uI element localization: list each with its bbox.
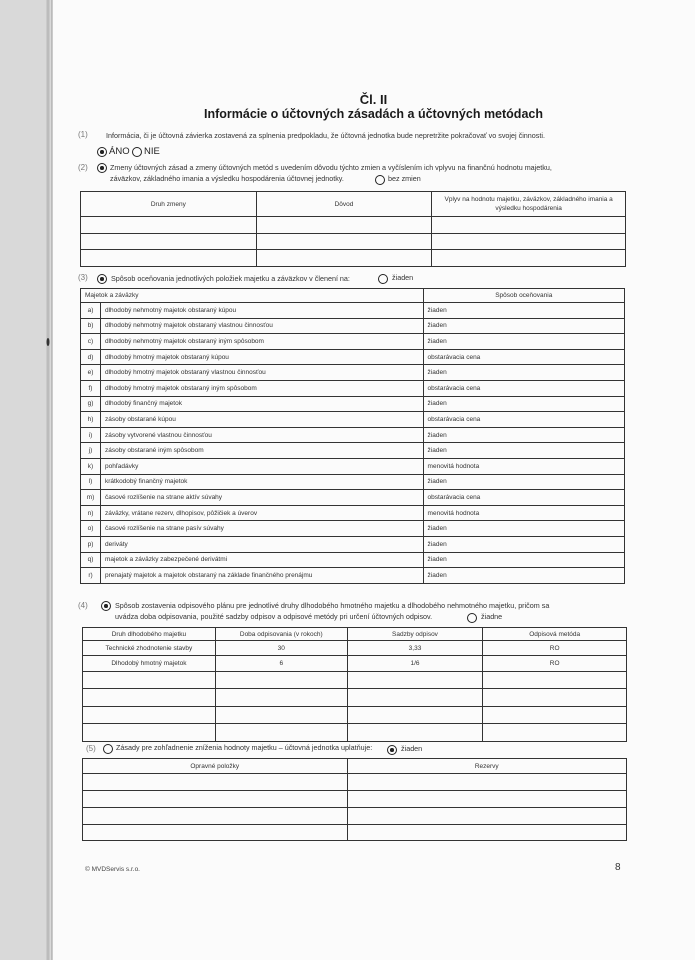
row-letter: i)	[81, 427, 101, 443]
table-row	[81, 552, 625, 568]
table-row	[81, 250, 626, 267]
dep-rate: 3,33	[347, 641, 483, 656]
table-row	[83, 774, 627, 791]
row-method: žiaden	[423, 365, 624, 381]
section1-number: (1)	[78, 130, 88, 139]
row-method: žiaden	[423, 303, 624, 319]
table-row	[81, 412, 625, 428]
section3-number: (3)	[78, 273, 88, 282]
radio-nie[interactable]	[132, 147, 142, 157]
table-row	[83, 724, 627, 742]
row-item: dlhodobý hmotný majetok obstaraný iným spôsobom	[100, 380, 423, 396]
dep-rate: 1/6	[347, 656, 483, 672]
row-item: prenajatý majetok a majetok obstaraný na základe finančného prenájmu	[100, 568, 423, 584]
row-letter: f)	[81, 380, 101, 396]
col-metoda: Odpisová metóda	[483, 628, 627, 641]
valuation-table	[80, 288, 625, 584]
row-item: zásoby obstarané kúpou	[100, 412, 423, 428]
row-method: žiaden	[423, 568, 624, 584]
row-method: obstarávacia cena	[423, 490, 624, 506]
row-item: dlhodobý hmotný majetok obstaraný vlastnou činnosťou	[100, 365, 423, 381]
col-vplyv: Vplyv na hodnotu majetku, záväzkov, základného imania a výsledku hospodárenia	[432, 192, 626, 217]
table-row	[83, 672, 627, 689]
col-druh-majetku: Druh dlhodobého majetku	[83, 628, 216, 641]
row-method: žiaden	[423, 318, 624, 334]
table-row	[83, 689, 627, 707]
section5-number: (5)	[86, 744, 96, 753]
row-letter: k)	[81, 458, 101, 474]
table-row	[81, 505, 625, 521]
section4-number: (4)	[78, 601, 88, 610]
radio-section3-methods[interactable]	[97, 274, 107, 284]
row-method: obstarávacia cena	[423, 412, 624, 428]
radio-ano[interactable]	[97, 147, 107, 157]
row-item: pohľadávky	[100, 458, 423, 474]
col-doba-odpisovania: Doba odpisovania (v rokoch)	[215, 628, 347, 641]
row-letter: g)	[81, 396, 101, 412]
table-row	[83, 825, 627, 841]
row-method: obstarávacia cena	[423, 380, 624, 396]
radio-section2-changes[interactable]	[97, 163, 107, 173]
row-letter: h)	[81, 412, 101, 428]
table-row	[81, 474, 625, 490]
table-row	[81, 427, 625, 443]
option-section3-ziaden-label: žiaden	[392, 273, 414, 282]
section5-text: Zásady pre zohľadnenie zníženia hodnoty majetku – účtovná jednotka uplatňuje:	[116, 743, 373, 752]
option-bez-zmien-label: bez zmien	[388, 174, 421, 183]
table-row	[81, 234, 626, 250]
row-item: krátkodobý finančný majetok	[100, 474, 423, 490]
footer-copyright: © MVDServis s.r.o.	[85, 866, 140, 873]
row-letter: o)	[81, 521, 101, 537]
table-row	[83, 808, 627, 825]
row-item: deriváty	[100, 536, 423, 552]
table-row	[81, 303, 625, 319]
row-letter: c)	[81, 334, 101, 350]
row-method: žiaden	[423, 536, 624, 552]
col-majetok: Majetok a záväzky	[81, 289, 424, 303]
row-item: dlhodobý nehmotný majetok obstaraný vlastnou činnosťou	[100, 318, 423, 334]
page-title: Informácie o účtovných zásadách a účtovných metódach	[204, 107, 543, 121]
table-row	[81, 334, 625, 350]
table-row	[81, 490, 625, 506]
dep-method: RO	[483, 641, 627, 656]
table-row	[81, 521, 625, 537]
col-opravne-polozky: Opravné položky	[83, 759, 348, 774]
radio-section5-ziaden[interactable]	[387, 745, 397, 755]
table-row	[83, 641, 627, 656]
option-section5-ziaden-label: žiaden	[401, 744, 423, 753]
radio-section4-ziadne[interactable]	[467, 613, 477, 623]
table-row	[81, 536, 625, 552]
row-method: žiaden	[423, 396, 624, 412]
row-item: dlhodobý nehmotný majetok obstaraný kúpou	[100, 303, 423, 319]
dep-years: 30	[215, 641, 347, 656]
section3-text: Spôsob oceňovania jednotlivých položiek majetku a záväzkov v členení na:	[111, 274, 350, 283]
row-item: časové rozlíšenie na strane aktív súvahy	[100, 490, 423, 506]
row-item: majetok a záväzky zabezpečené derivátmi	[100, 552, 423, 568]
table-row	[83, 707, 627, 724]
row-letter: m)	[81, 490, 101, 506]
row-letter: b)	[81, 318, 101, 334]
table-row	[81, 349, 625, 365]
option-ano-label: ÁNO	[109, 146, 130, 157]
section1-text: Informácia, či je účtovná závierka zostavená za splnenia predpokladu, že účtovná jednotka bude nepretržite pokračovať vo svojej činnosti.	[106, 131, 545, 140]
dep-method: RO	[483, 656, 627, 672]
table-row	[83, 791, 627, 808]
section2-text-line2: záväzkov, základného imania a výsledku hospodárenia účtovnej jednotky.	[110, 174, 344, 183]
row-letter: p)	[81, 536, 101, 552]
row-item: dlhodobý finančný majetok	[100, 396, 423, 412]
row-item: zásoby vytvorené vlastnou činnosťou	[100, 427, 423, 443]
option-nie-label: NIE	[144, 146, 160, 157]
table-row	[83, 656, 627, 672]
table-row	[81, 458, 625, 474]
row-method: menovitá hodnota	[423, 505, 624, 521]
table-row	[81, 318, 625, 334]
section4-text-line1: Spôsob zostavenia odpisového plánu pre jednotlivé druhy dlhodobého hmotného majetku a dlhodobého nehmotného majetku, pričom sa	[115, 601, 550, 610]
depreciation-table	[82, 627, 627, 742]
row-method: žiaden	[423, 443, 624, 459]
row-letter: a)	[81, 303, 101, 319]
radio-section4-plan[interactable]	[101, 601, 111, 611]
col-sadzby: Sadzby odpisov	[347, 628, 483, 641]
row-method: žiaden	[423, 552, 624, 568]
row-method: žiaden	[423, 427, 624, 443]
row-letter: e)	[81, 365, 101, 381]
section2-number: (2)	[78, 163, 88, 172]
row-method: žiaden	[423, 521, 624, 537]
row-item: časové rozlíšenie na strane pasív súvahy	[100, 521, 423, 537]
dep-years: 6	[215, 656, 347, 672]
col-druh-zmeny: Druh zmeny	[81, 192, 257, 217]
table-row	[81, 396, 625, 412]
row-letter: l)	[81, 474, 101, 490]
row-item: zásoby obstarané iným spôsobom	[100, 443, 423, 459]
dep-type: Dlhodobý hmotný majetok	[83, 656, 216, 672]
table-row	[81, 443, 625, 459]
row-letter: d)	[81, 349, 101, 365]
row-letter: j)	[81, 443, 101, 459]
changes-table	[80, 191, 626, 267]
row-item: dlhodobý nehmotný majetok obstaraný iným spôsobom	[100, 334, 423, 350]
option-section4-ziadne-label: žiadne	[481, 612, 503, 621]
section4-text-line2: uvádza doba odpisovania, použité sadzby odpisov a odpisové metódy pri určení účtovných odpisov.	[115, 612, 433, 621]
impairment-table	[82, 758, 627, 841]
table-row	[81, 365, 625, 381]
radio-section5-principles[interactable]	[103, 744, 113, 754]
row-method: žiaden	[423, 474, 624, 490]
row-letter: q)	[81, 552, 101, 568]
table-row	[81, 568, 625, 584]
row-method: obstarávacia cena	[423, 349, 624, 365]
page-number: 8	[615, 862, 621, 873]
row-item: záväzky, vrátane rezerv, dlhopisov, pôžičiek a úverov	[100, 505, 423, 521]
col-sposob: Spôsob oceňovania	[423, 289, 624, 303]
row-method: žiaden	[423, 334, 624, 350]
row-letter: r)	[81, 568, 101, 584]
dep-type: Technické zhodnotenie stavby	[83, 641, 216, 656]
row-letter: n)	[81, 505, 101, 521]
radio-section3-ziaden[interactable]	[378, 274, 388, 284]
radio-bez-zmien[interactable]	[375, 175, 385, 185]
section2-text-line1: Zmeny účtovných zásad a zmeny účtovných metód s uvedením dôvodu týchto zmien a vyčíslením ich vplyvu na finančnú hodnotu majetku,	[110, 163, 552, 172]
table-row	[81, 380, 625, 396]
chapter-label: Čl. II	[359, 92, 388, 107]
row-item: dlhodobý hmotný majetok obstaraný kúpou	[100, 349, 423, 365]
col-rezervy: Rezervy	[347, 759, 626, 774]
table-row	[81, 217, 626, 234]
col-dovod: Dôvod	[256, 192, 432, 217]
row-method: menovitá hodnota	[423, 458, 624, 474]
